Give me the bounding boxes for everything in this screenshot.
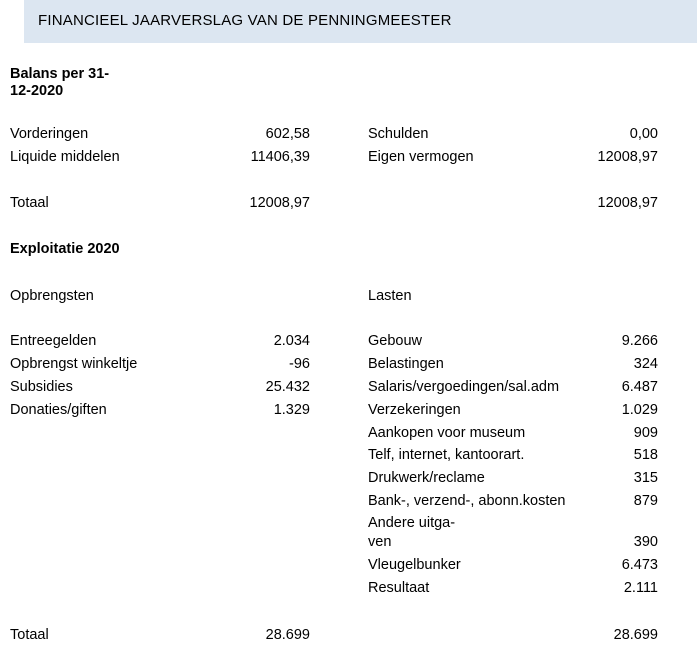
income-value: -96 xyxy=(289,356,310,372)
exploitation-total-label: Totaal xyxy=(10,627,49,643)
balance-total-right: 12008,97 xyxy=(597,195,658,211)
balance-left-value: 11406,39 xyxy=(250,149,310,165)
balance-total-label: Totaal xyxy=(10,195,49,211)
income-label: Subsidies xyxy=(10,379,73,395)
expense-label: Gebouw xyxy=(368,333,423,349)
report-header xyxy=(24,0,697,43)
balance-heading-line1: Balans per 31- xyxy=(10,66,110,82)
balance-left-label: Vorderingen xyxy=(10,126,89,142)
expense-value: 9.266 xyxy=(621,333,658,349)
income-value: 2.034 xyxy=(273,333,310,349)
expense-value: 1.029 xyxy=(621,402,658,418)
income-label: Opbrengst winkeltje xyxy=(10,356,138,372)
expense-value: 909 xyxy=(633,425,658,441)
balance-right-label: Eigen vermogen xyxy=(368,149,474,165)
income-label: Entreegelden xyxy=(10,333,97,349)
balance-total-left: 12008,97 xyxy=(249,195,310,211)
balance-left-label: Liquide middelen xyxy=(10,149,120,165)
expense-heading: Lasten xyxy=(368,288,412,304)
expense-label-line1: Andere uitga- xyxy=(368,515,456,531)
income-label: Donaties/giften xyxy=(10,402,107,418)
expense-label: Salaris/vergoedingen/sal.adm xyxy=(368,379,560,395)
exploitation-heading: Exploitatie 2020 xyxy=(10,241,120,257)
exploitation-total-income: 28.699 xyxy=(265,627,310,643)
income-value: 25.432 xyxy=(265,379,310,395)
expense-label: Verzekeringen xyxy=(368,402,461,418)
expense-value: 324 xyxy=(633,356,658,372)
expense-label: Bank-, verzend-, abonn.kosten xyxy=(368,493,566,509)
expense-value: 6.487 xyxy=(621,379,658,395)
expense-value: 6.473 xyxy=(621,557,658,573)
expense-label: Aankopen voor museum xyxy=(368,425,526,441)
exploitation-total-expenses: 28.699 xyxy=(613,627,658,643)
expense-value: 2.111 xyxy=(623,580,658,596)
expense-label: Vleugelbunker xyxy=(368,557,461,573)
report-title: FINANCIEEL JAARVERSLAG VAN DE PENNINGMEESTER xyxy=(38,12,452,29)
expense-value: 518 xyxy=(633,447,658,463)
balance-left-value: 602,58 xyxy=(265,126,310,142)
expense-value: 390 xyxy=(633,534,658,550)
expense-label: Resultaat xyxy=(368,580,430,596)
expense-value: 879 xyxy=(633,493,658,509)
balance-right-value: 12008,97 xyxy=(597,149,658,165)
expense-label-line2: ven xyxy=(368,534,392,550)
balance-heading-line2: 12-2020 xyxy=(10,83,64,99)
expense-label: Telf, internet, kantoorart. xyxy=(368,447,525,463)
balance-right-value: 0,00 xyxy=(629,126,658,142)
expense-label: Belastingen xyxy=(368,356,444,372)
expense-label: Drukwerk/reclame xyxy=(368,470,485,486)
expense-value: 315 xyxy=(633,470,658,486)
income-value: 1.329 xyxy=(273,402,310,418)
balance-right-label: Schulden xyxy=(368,126,429,142)
income-heading: Opbrengsten xyxy=(10,288,94,304)
